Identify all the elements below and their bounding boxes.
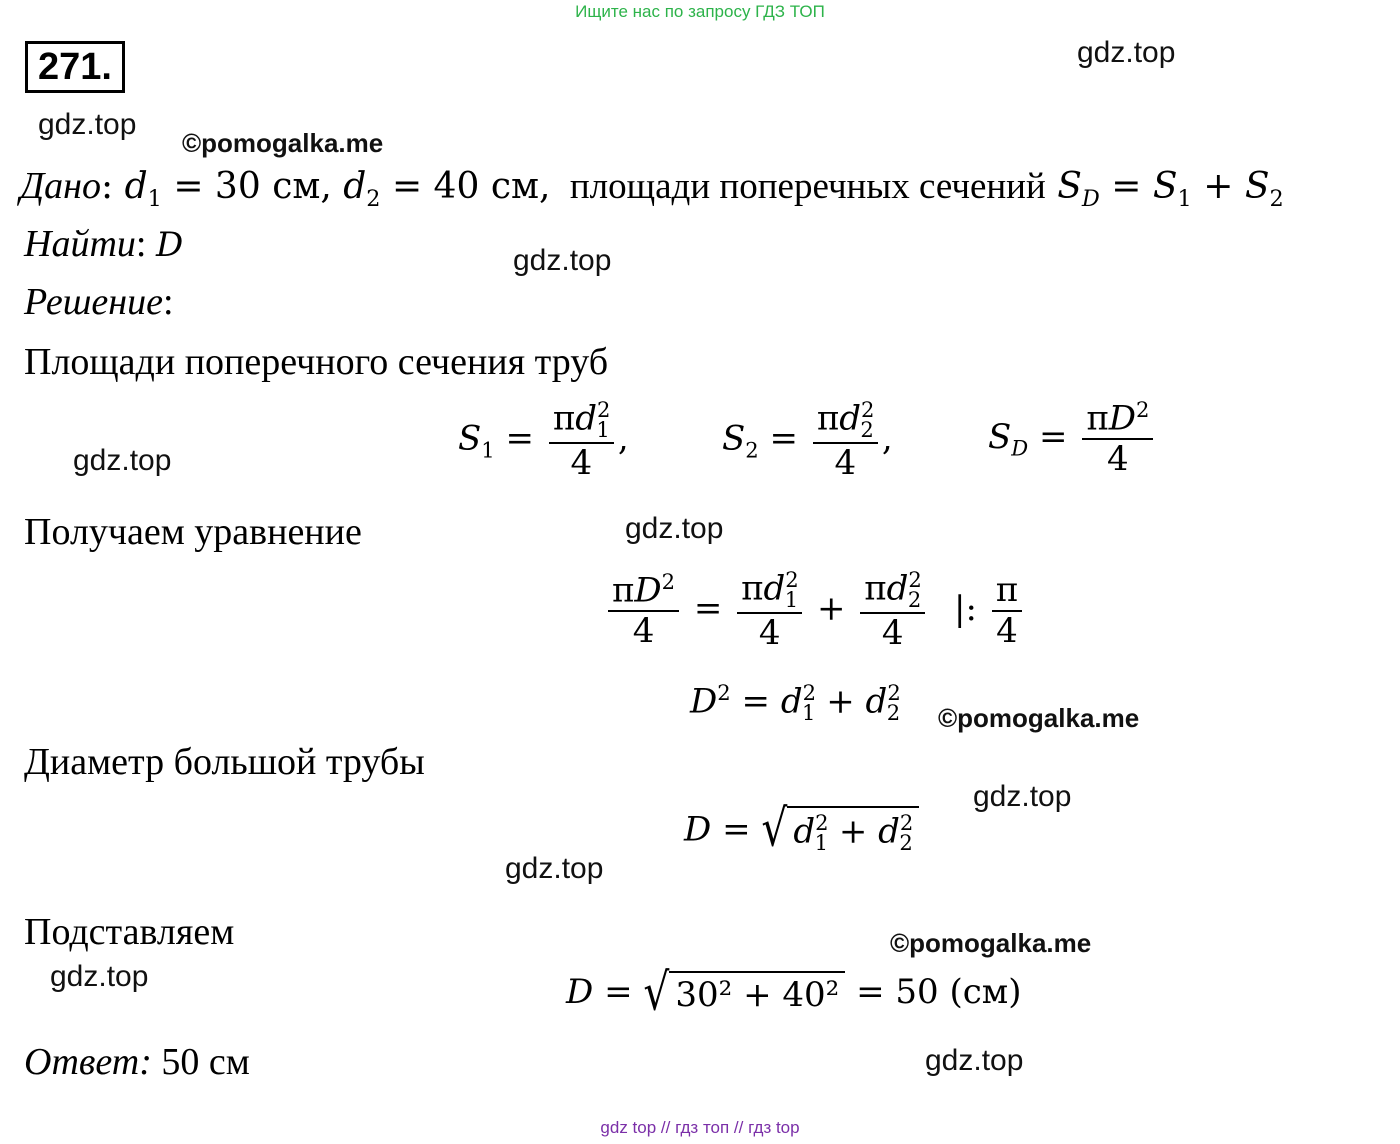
watermark-gdz: gdz.top — [73, 444, 172, 477]
answer-line: Ответ: 50 см — [24, 1041, 250, 1083]
find-line: Найти: D — [24, 223, 184, 265]
areas-heading: Площади поперечного сечения труб — [24, 341, 609, 383]
watermark-pomogalka: ©pomogalka.me — [890, 928, 1092, 958]
equation: $\frac{\pi D^2}{4}$ = $\frac{\pi d^2_1}{4}$ + $\frac{\pi d^2_2}{4}$ |: $\frac{\pi}{4}$ — [604, 568, 1026, 653]
watermark-gdz: gdz.top — [973, 780, 1072, 813]
formula-sd: $S_D$ = $\frac{\pi D^2}{4}$ — [988, 398, 1157, 480]
numeric-result: D = √ 30² + 40² = 50 (см) — [566, 962, 1022, 1022]
watermark-gdz: gdz.top — [513, 244, 612, 277]
watermark-pomogalka: ©pomogalka.me — [938, 703, 1140, 733]
given-line: Дано: $d_1 = 30$ см, $d_2 = 40$ см, площади поперечных сечений $S_D = S_1 + S_2$ — [20, 165, 1284, 213]
equation-simplified: $D^2 = d^2_1 + d^2_2$ — [690, 680, 901, 726]
substitute-heading: Подставляем — [24, 911, 235, 953]
watermark-gdz: gdz.top — [38, 108, 137, 141]
equation-heading: Получаем уравнение — [24, 511, 362, 553]
formula-s1: $S_1$ = $\frac{\pi d^2_1}{4}$ , — [458, 397, 629, 484]
watermark-gdz: gdz.top — [1077, 36, 1176, 69]
watermark-gdz: gdz.top — [925, 1044, 1024, 1077]
fraction: $\frac{\pi D^2}{4}$ — [1082, 398, 1153, 480]
top-banner: Ищите нас по запросу ГДЗ ТОП — [575, 2, 825, 21]
diameter-heading: Диаметр большой трубы — [24, 741, 425, 783]
watermark-gdz: gdz.top — [625, 512, 724, 545]
fraction: $\frac{\pi d^2_1}{4}$ — [549, 398, 614, 483]
fraction: $\frac{\pi d^2_2}{4}$ — [813, 398, 878, 483]
watermark-gdz: gdz.top — [505, 852, 604, 885]
problem-number: 271. — [25, 41, 125, 93]
diameter-formula: D = √ $d^2_1 + d^2_2$ — [684, 804, 919, 855]
footer-links: gdz top // гдз топ // гдз top — [600, 1118, 800, 1137]
solution-label: Решение: — [24, 281, 174, 323]
watermark-gdz: gdz.top — [50, 960, 149, 993]
formula-s2: $S_2$ = $\frac{\pi d^2_2}{4}$ , — [722, 397, 893, 484]
watermark-pomogalka: ©pomogalka.me — [182, 128, 384, 158]
